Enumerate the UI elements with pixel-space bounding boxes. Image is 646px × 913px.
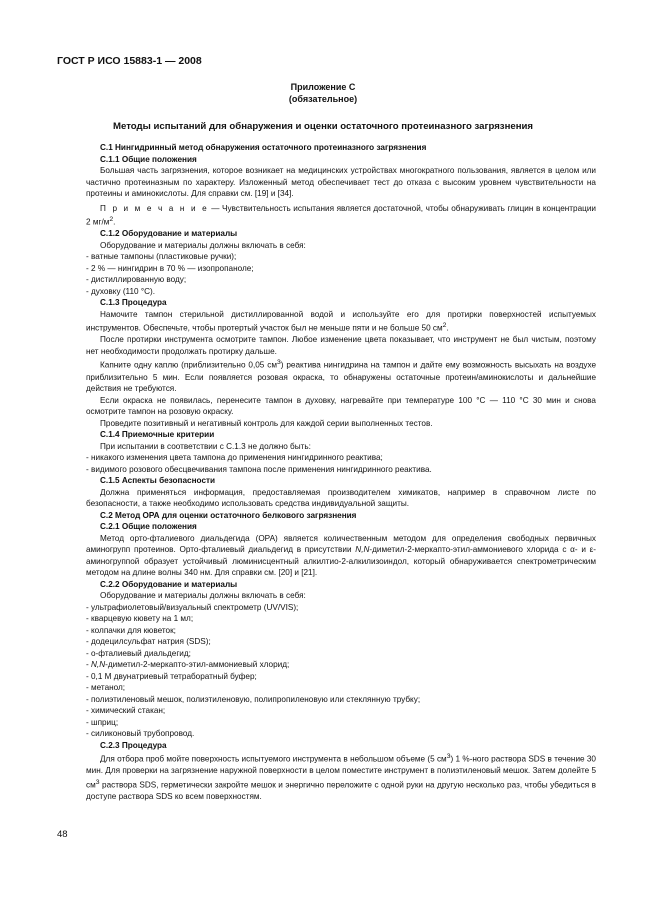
section-heading: С.2 Метод ОРА для оценки остаточного белкового загрязнения (100, 510, 357, 520)
list-item: - дистиллированную воду; (86, 275, 187, 285)
paragraph: Должна применяться информация, предоставляемая производителем химикатов, например в справочном листе по безопасности, а также необходимо использовать средства индивидуальной защиты. (86, 487, 596, 509)
text-run: . (446, 323, 449, 333)
paragraph (86, 357, 596, 394)
subsection-heading: С.2.2 Оборудование и материалы (100, 579, 238, 589)
list-item: - шприц; (86, 717, 119, 727)
paragraph: При испытании в соответствии с С.1.3 не должно быть: (100, 441, 311, 451)
list-item: - духовку (110 °С). (86, 286, 156, 296)
superscript: 2 (442, 322, 447, 330)
paragraph: После протирки инструмента осмотрите тампон. Любое изменение цвета показывает, что инструмент не был чистым, поэтому нет необходимости продолжать протирку дальше. (86, 335, 596, 356)
list-item: - видимого розового обесцвечивания тампона после применения нингидринного реактива. (86, 464, 432, 474)
text-run: Метод орто-фталиевого диальдегида (ОРА) является количественным методом для определения свободных первичных аминогрупп протеинов. Орто-фталиевый диальдегид в присутствии (86, 533, 596, 555)
list-item (86, 659, 596, 671)
main-title: Методы испытаний для обнаружения и оценки остаточного протеиназного загрязнения (113, 121, 533, 132)
annex-title: Приложение С (290, 82, 356, 92)
text-run: ) реактива нингидрина на тампон и дайте ему возможность высыхать на воздухе приблизительно 5 мин. Если появляется розовая окраска, то обнаружены остаточные протеин/аминокислоты и дальнейшие действия не требуются. (86, 361, 596, 394)
text-run: -диметил-2-меркапто-этил-аммониевый хлорид; (105, 660, 290, 670)
subsection-heading: С.1.4 Приемочные критерии (100, 430, 215, 440)
paragraph: Большая часть загрязнения, которое возникает на медицинских устройствах многократного пользования, является в целом или частично протеиназным по характеру. Изложенный метод обеспечивает тест до отказа с высоким уровнем чувствительности на протеины и аминокислоты. Для справки см. [19] и [34]. (86, 166, 596, 198)
list-item: - химический стакан; (86, 706, 166, 716)
note (86, 203, 596, 229)
subsection-heading: С.1.2 Оборудование и материалы (100, 229, 238, 239)
text-run: Капните одну каплю (приблизительно 0,05 см (100, 361, 277, 371)
text-run: - (86, 660, 92, 670)
text-run: ) 1 %-ного раствора SDS в течение 30 мин. Для проверки на загрязнение наружной поверхности в целом поместите инструмент в полиэтиленовый мешок. Затем долейте 5 см (86, 754, 596, 790)
list-item: - силиконовый трубопровод. (86, 729, 195, 739)
list-item: - полиэтиленовый мешок, полиэтиленовую, полипропиленовую или стеклянную трубку; (86, 694, 421, 704)
list-item: - метанол; (86, 683, 126, 693)
list-item: - никакого изменения цвета тампона до применения нингидринного реактива; (86, 453, 383, 463)
paragraph (86, 751, 596, 802)
paragraph (86, 309, 596, 335)
italic-text: N,N (91, 660, 106, 670)
list-item: - 2 % — нингидрин в 70 % — изопропаноле; (86, 263, 254, 273)
standard-header: ГОСТ Р ИСО 15883-1 — 2008 (57, 55, 202, 67)
superscript: 3 (446, 753, 451, 761)
subsection-heading: С.1.3 Процедура (100, 298, 167, 308)
list-item: - додецилсульфат натрия (SDS); (86, 637, 211, 647)
text-run: Для отбора проб мойте поверхность испытуемого инструмента в небольшом объеме (5 см (100, 754, 447, 764)
superscript: 3 (95, 778, 100, 786)
superscript: 3 (276, 359, 281, 367)
page-number: 48 (57, 829, 68, 840)
subsection-heading: С.1.1 Общие положения (100, 154, 197, 164)
note-text: — Чувствительность испытания является достаточной, чтобы обнаруживать глицин в концентрации 2 мг/м (86, 203, 596, 227)
document-body (86, 142, 596, 803)
paragraph: Оборудование и материалы должны включать в себя: (100, 591, 306, 601)
subsection-heading: С.1.5 Аспекты безопасности (100, 476, 216, 486)
text-run: раствора SDS, герметически закройте мешок и энергично переложите с одной руки на другую несколько раз, чтобы убедиться в доступе раствора SDS ко всем поверхностям. (86, 780, 596, 802)
section-heading: С.1 Нингидринный метод обнаружения остаточного протеиназного загрязнения (100, 143, 427, 152)
list-item: - ватные тампоны (пластиковые ручки); (86, 252, 237, 262)
paragraph: Если окраска не появилась, перенесите тампон в духовку, нагревайте при температуре 100 °С — 110 °С 30 мин и снова осмотрите тампон на розовую окраску. (86, 395, 596, 417)
text-run: -диметил-2-меркапто-этил-аммониевого хлорида с α- и ε- аминогруппой образует устойчивый люминисцентный алкилтио-2-алкилизоиндол, который обнаруживается спектрометрическим методом на длине волны 340 нм. Для справки см. [20] и [21]. (86, 545, 596, 578)
note-label: П р и м е ч а н и е (100, 203, 209, 213)
subsection-heading: С.2.1 Общие положения (100, 522, 197, 532)
paragraph: Оборудование и материалы должны включать в себя: (100, 240, 306, 250)
paragraph (86, 533, 596, 579)
text-run: Намочите тампон стерильной дистиллированной водой и используйте его для протирки поверхностей испытуемых инструментов. Обеспечьте, чтобы протертый участок был не меньше пяти и не больше 50 см (86, 309, 596, 333)
subsection-heading: С.2.3 Процедура (100, 740, 167, 750)
annex-status: (обязательное) (288, 94, 358, 104)
italic-text: N,N (355, 545, 370, 555)
list-item: - кварцевую кювету на 1 мл; (86, 614, 194, 624)
list-item: - ультрафиолетовый/визуальный спектрометр (UV/VIS); (86, 602, 299, 612)
paragraph: Проведите позитивный и негативный контроль для каждой серии выполненных тестов. (100, 418, 433, 428)
note-end: . (113, 217, 116, 227)
list-item: - 0,1 М двунатриевый тетраборатный буфер; (86, 671, 257, 681)
list-item: - колпачки для кюветок; (86, 625, 176, 635)
list-item: - о-фталиевый диальдегид; (86, 648, 191, 658)
superscript: 2 (109, 216, 114, 223)
